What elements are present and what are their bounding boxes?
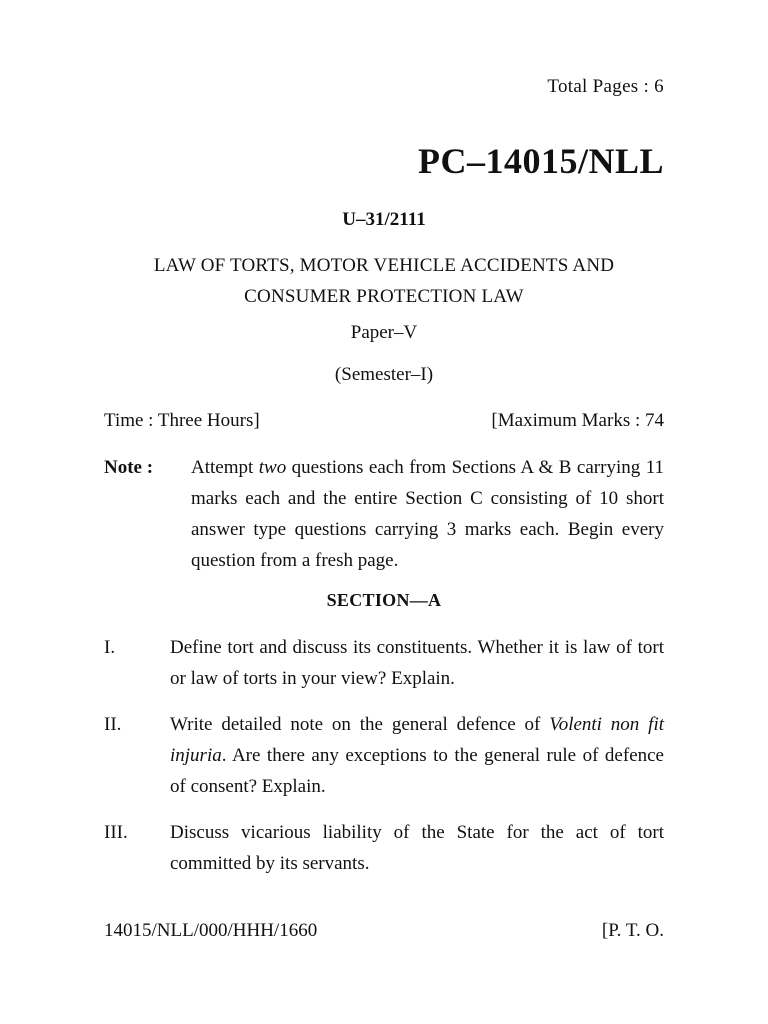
question-2 xyxy=(104,709,664,802)
question-text-post: . Are there any exceptions to the general rule of defence of consent? Explain. xyxy=(170,745,664,797)
question-1 xyxy=(104,632,664,694)
note-label: Note : xyxy=(104,457,154,478)
question-number: III. xyxy=(104,822,128,843)
note-text-post: questions each from Sections A & B carrying 11 marks each and the entire Section C consisting of 10 short answer type questions carrying 3 marks each. Begin every question from a fresh page. xyxy=(191,457,664,571)
paper-code: PC–14015/NLL xyxy=(417,141,664,181)
please-turn-over: [P. T. O. xyxy=(601,920,664,941)
unit-code: U–31/2111 xyxy=(342,209,426,230)
maximum-marks: [Maximum Marks : 74 xyxy=(491,410,664,431)
paper-title-line-2: CONSUMER PROTECTION LAW xyxy=(244,286,524,307)
exam-info-row xyxy=(104,410,664,432)
question-text-latin-phrase: Volenti non fit injuria xyxy=(170,714,665,766)
question-text: Discuss vicarious liability of the State for the act of tort committed by its servants. xyxy=(170,822,664,874)
page-footer xyxy=(104,920,664,942)
paper-title xyxy=(104,250,664,312)
total-pages: Total Pages : 6 xyxy=(547,76,664,97)
question-3 xyxy=(104,817,664,879)
section-a-heading: SECTION—A xyxy=(326,590,442,610)
question-number: I. xyxy=(104,637,116,658)
question-text: Define tort and discuss its constituents. Whether it is law of tort or law of torts in your view? Explain. xyxy=(170,637,664,689)
footer-code: 14015/NLL/000/HHH/1660 xyxy=(104,920,318,941)
question-number: II. xyxy=(104,714,122,735)
note-text-emphasis: two xyxy=(258,457,287,478)
question-text xyxy=(170,709,664,802)
paper-number: Paper–V xyxy=(350,322,418,343)
question-text-pre: Write detailed note on the general defence of xyxy=(170,714,550,735)
paper-title-line-1: LAW OF TORTS, MOTOR VEHICLE ACCIDENTS AND xyxy=(153,255,615,276)
semester: (Semester–I) xyxy=(334,364,434,385)
instructions-note xyxy=(104,452,664,576)
note-text-pre: Attempt xyxy=(191,457,259,478)
exam-time: Time : Three Hours] xyxy=(104,410,260,431)
note-text xyxy=(191,452,664,576)
